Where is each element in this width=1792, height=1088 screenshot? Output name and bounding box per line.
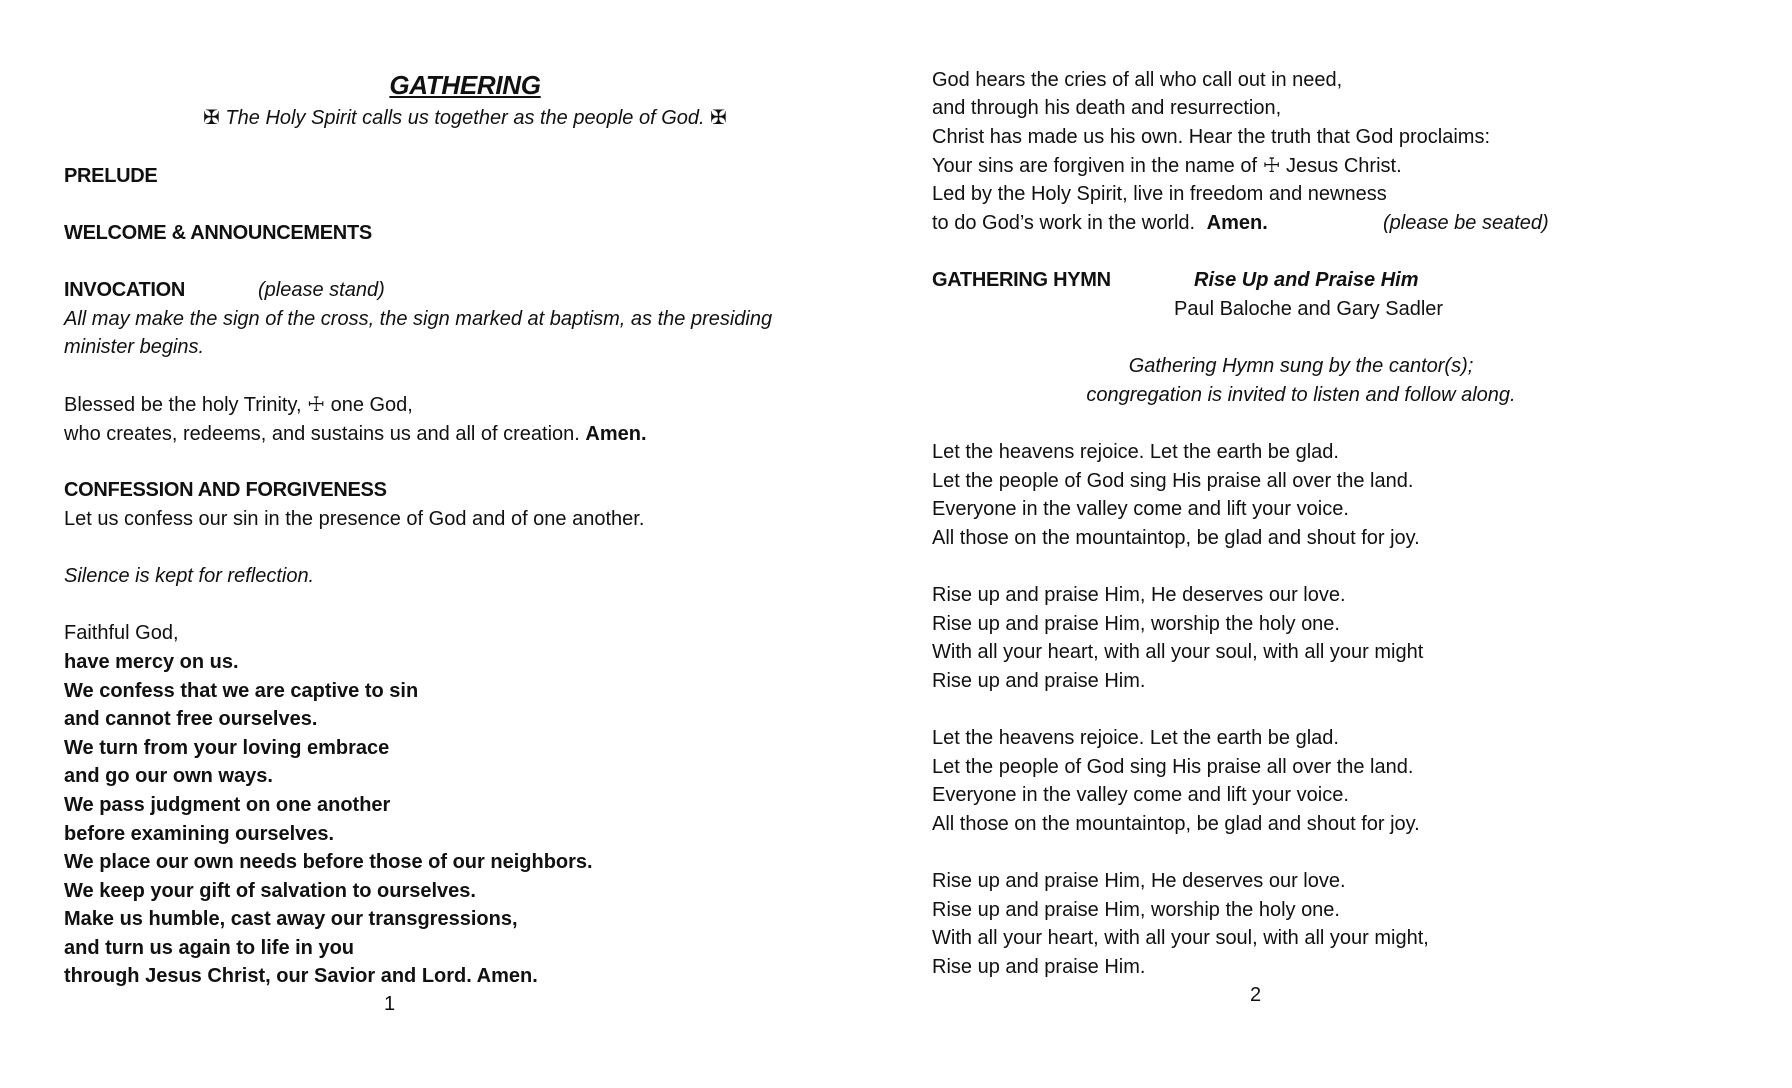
absolution-line: Led by the Holy Spirit, live in freedom and newness [932, 183, 1387, 205]
prayer-line: and turn us again to life in you [64, 937, 355, 959]
invocation-note: (please stand) [258, 279, 385, 301]
invocation-text: who creates, redeems, and sustains us and all of creation. [64, 423, 580, 445]
invocation-heading: INVOCATION [64, 279, 186, 301]
prelude-heading: PRELUDE [64, 165, 158, 187]
absolution-line [932, 209, 1268, 237]
prayer-line: and cannot free ourselves. [64, 708, 318, 730]
prayer-line: Make us humble, cast away our transgressions, [64, 908, 518, 930]
invocation-amen: Amen. [585, 423, 647, 445]
page-number: 1 [384, 993, 396, 1015]
invocation-rubric-line: All may make the sign of the cross, the sign marked at baptism, as the presiding [64, 308, 773, 330]
prayer-line: have mercy on us. [64, 651, 239, 673]
welcome-heading: WELCOME & ANNOUNCEMENTS [64, 222, 372, 244]
lyric-line: Rise up and praise Him. [932, 956, 1146, 978]
section-subtitle: ✠ The Holy Spirit calls us together as the people of God. ✠ [203, 107, 727, 129]
confession-intro: Let us confess our sin in the presence of God and of one another. [64, 508, 645, 530]
prayer-line: We turn from your loving embrace [64, 737, 390, 759]
prayer-line: We pass judgment on one another [64, 794, 391, 816]
absolution-line: and through his death and resurrection, [932, 97, 1282, 119]
lyric-line: All those on the mountaintop, be glad and shout for joy. [932, 813, 1420, 835]
lyric-line: All those on the mountaintop, be glad and shout for joy. [932, 527, 1420, 549]
confession-heading: CONFESSION AND FORGIVENESS [64, 479, 387, 501]
lyric-line: With all your heart, with all your soul, with all your might [932, 641, 1424, 663]
invocation-text-line [64, 420, 647, 448]
page-number: 2 [1250, 984, 1262, 1006]
lyric-line: Rise up and praise Him, worship the holy one. [932, 613, 1340, 635]
prayer-line: through Jesus Christ, our Savior and Lord. Amen. [64, 965, 538, 987]
lyric-line: Rise up and praise Him. [932, 670, 1146, 692]
hymn-authors: Paul Baloche and Gary Sadler [1174, 298, 1444, 320]
hymn-title: Rise Up and Praise Him [1194, 269, 1419, 291]
prayer-line: We place our own needs before those of our neighbors. [64, 851, 593, 873]
lyric-line: Rise up and praise Him, He deserves our love. [932, 870, 1346, 892]
hymn-heading: GATHERING HYMN [932, 269, 1111, 291]
lyric-line: Let the heavens rejoice. Let the earth be glad. [932, 441, 1339, 463]
lyric-line: Let the heavens rejoice. Let the earth be glad. [932, 727, 1339, 749]
page-2 [896, 0, 1792, 1088]
lyric-line: Let the people of God sing His praise all over the land. [932, 756, 1414, 778]
lyric-line: Rise up and praise Him, He deserves our love. [932, 584, 1346, 606]
absolution-line: Christ has made us his own. Hear the truth that God proclaims: [932, 126, 1491, 148]
prayer-line: We confess that we are captive to sin [64, 680, 419, 702]
absolution-text: to do God’s work in the world. [932, 212, 1196, 234]
absolution-line: God hears the cries of all who call out in need, [932, 69, 1343, 91]
section-title: GATHERING [389, 70, 541, 100]
prayer-line: before examining ourselves. [64, 823, 335, 845]
absolution-line: Your sins are forgiven in the name of ☩ Jesus Christ. [932, 155, 1402, 177]
silence-rubric: Silence is kept for reflection. [64, 565, 315, 587]
seated-note: (please be seated) [1383, 212, 1549, 234]
invocation-text-line: Blessed be the holy Trinity, ☩ one God, [64, 394, 413, 416]
lyric-line: Rise up and praise Him, worship the holy one. [932, 899, 1340, 921]
hymn-rubric-line: Gathering Hymn sung by the cantor(s); [1128, 355, 1474, 377]
prayer-address: Faithful God, [64, 622, 179, 644]
lyric-line: Let the people of God sing His praise all over the land. [932, 470, 1414, 492]
hymn-rubric-line: congregation is invited to listen and follow along. [1086, 384, 1516, 406]
absolution-amen: Amen. [1206, 212, 1268, 234]
lyric-line: Everyone in the valley come and lift your voice. [932, 784, 1349, 806]
invocation-rubric-line: minister begins. [64, 336, 205, 358]
lyric-line: With all your heart, with all your soul, with all your might, [932, 927, 1429, 949]
lyric-line: Everyone in the valley come and lift your voice. [932, 498, 1349, 520]
prayer-line: and go our own ways. [64, 765, 273, 787]
prayer-line: We keep your gift of salvation to ourselves. [64, 880, 476, 902]
